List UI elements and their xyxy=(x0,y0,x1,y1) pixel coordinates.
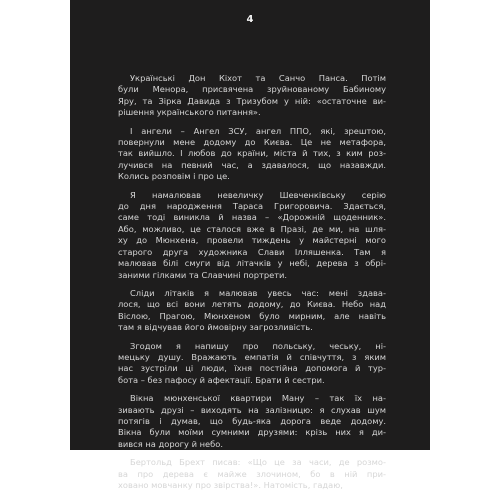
paragraph xyxy=(118,126,386,183)
text-line: саме тоді виникла й назва – «Дорожній щоденник». xyxy=(118,212,386,223)
text-line: Яру, та Зірка Давида з Тризубом у ній: «остаточне ви- xyxy=(118,95,386,106)
text-line: старого друга художника Слави Ілляшенка. Там я xyxy=(118,246,386,257)
text-line: мецьку душу. Вражають емпатія й співчуття, з яким xyxy=(118,351,386,362)
text-line: Згодом я напишу про польську, чеську, ні- xyxy=(130,340,386,351)
text-line: Віслою, Прагою, Мюнхеном було мирним, але навіть xyxy=(118,310,386,321)
text-line: до дня народження Тараса Григоровича. Здається, xyxy=(118,201,386,212)
text-line: Колись розповім і про це. xyxy=(118,171,230,182)
text-line: Я намалював невеличку Шевченківську серію xyxy=(130,189,386,200)
text-line: малював білі смуги від літачків у небі, дерева з обрі- xyxy=(118,258,386,269)
text-line: так вийшло. І любов до країни, міста й тих, з ким роз- xyxy=(118,148,386,159)
text-line: там я відчував його ймовірну загрозливість. xyxy=(118,322,313,333)
text-line: нас зустріли ці люди, їхня постійна допомога й тур- xyxy=(118,363,386,374)
text-line: Сліди літаків я малював увесь час: мені здава- xyxy=(130,287,386,298)
text-line: Вікна були моїми сумними друзями: крізь них я ди- xyxy=(118,427,386,438)
paragraph xyxy=(118,288,386,334)
text-line: ховано мовчанку про звірства!». Натомість, гадаю, xyxy=(118,480,343,490)
text-line: ва про дерева є майже злочином, бо в ній при- xyxy=(118,468,386,479)
paragraph xyxy=(118,341,386,387)
text-line: вився на дорогу й небо. xyxy=(118,438,223,449)
text-line: зивають друзі – виходять на залізницю: я слухав шум xyxy=(118,404,386,415)
paragraph xyxy=(118,190,386,281)
text-line: Або, можливо, це сталося вже в Празі, де ми, на шля- xyxy=(118,223,386,234)
text-line: Бертольд Брехт писав: «Що це за часи, де розмо- xyxy=(130,457,386,468)
text-line: Вікна мюнхенської квартири Ману – так їх на- xyxy=(130,393,386,404)
text-line: лося, що всі вони летять додому, до Києва. Небо над xyxy=(118,299,386,310)
body-text xyxy=(118,73,386,498)
page-number: 4 xyxy=(246,14,254,25)
paragraph xyxy=(118,393,386,450)
text-line: потягів і думав, що будь-яка дорога веде додому. xyxy=(118,415,386,426)
text-line: бота – без пафосу й афектації. Брати й сестри. xyxy=(118,374,325,385)
text-line: заними гілками та Славчині портрети. xyxy=(118,269,288,280)
text-line: повернули мене додому до Києва. Це не метафора, xyxy=(118,137,386,148)
paragraph xyxy=(118,73,386,119)
book-page xyxy=(70,0,430,490)
text-line: Українські Дон Кіхот та Санчо Панса. Потім xyxy=(130,73,386,83)
text-line: І ангели – Ангел ЗСУ, ангел ППО, які, зрештою, xyxy=(130,125,386,136)
text-line: рішення українського питання». xyxy=(118,107,261,118)
text-line: ху до Мюнхена, провели тиждень у майстерні мого xyxy=(118,235,386,246)
text-line: були Менора, присвячена зруйнованому Бабиному xyxy=(118,84,386,95)
paragraph xyxy=(118,457,386,491)
text-line: лучився на певний час, а здавалося, що назавжди. xyxy=(118,159,386,170)
